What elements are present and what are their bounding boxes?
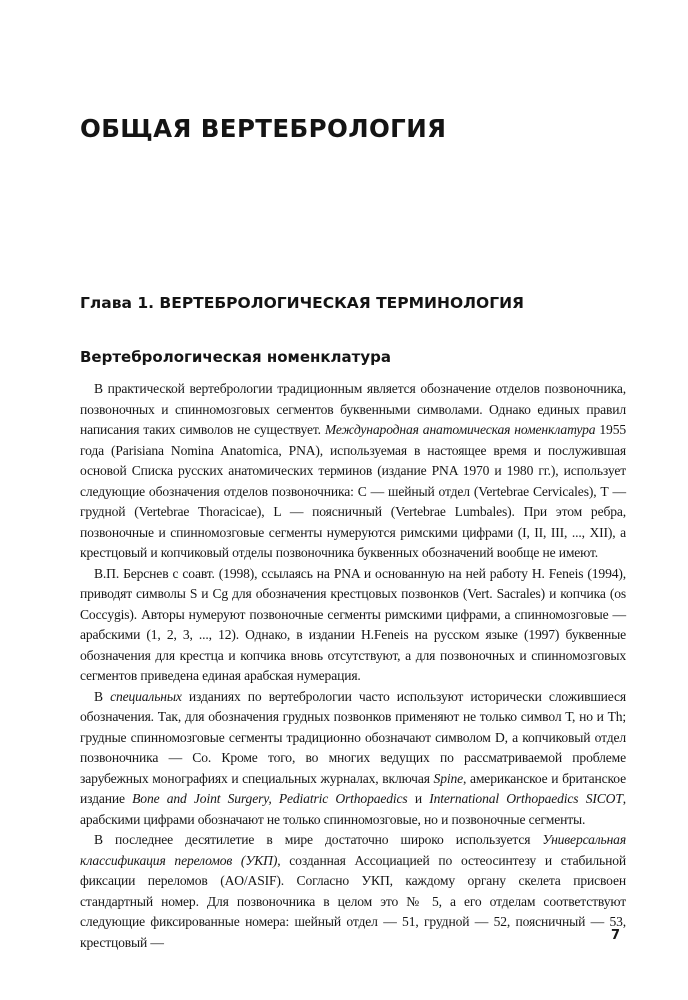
paragraph <box>80 379 626 564</box>
text-run: В практической вертебрологии традиционным является обозначение отделов позвоночника, позвоночных и спинномозговых сегментов буквенными символами. Однако единых правил написания таких символов не существует. <box>80 381 626 437</box>
italic-text: Bone and Joint Surgery, Pediatric Orthopaedics <box>132 791 408 806</box>
text-run: , созданная Ассоциацией по остеосинтезу и стабильной фиксации переломов (AO/ASIF). Согласно УКП, каждому органу скелета присвоен стандартный номер. Для позвоночника в целом это № 5, а его отделам соответствуют следующие фиксированные номера: шейный отдел — 51, грудной — 52, поясничный — 53, крестцовый — <box>80 852 626 950</box>
text-run: В <box>94 688 111 704</box>
text-run: изданиях по вертебрологии часто используют исторически сложившиеся обозначения. Так, для обозначения грудных позвонков применяют не только символ Т, но и Th; грудные спинномозговые сегменты традиционно обозначают символом D, а копчиковый отдел позвоночника — Со. Кроме того, во многих ведущих по рассматриваемой проблеме зарубежных монографиях и специальных журналах, включая <box>80 688 626 786</box>
italic-text: Spine <box>433 770 463 786</box>
italic-text: специальных <box>110 688 182 704</box>
section-title: Вертебрологическая номенклатура <box>80 348 391 366</box>
chapter-title: Глава 1. ВЕРТЕБРОЛОГИЧЕСКАЯ ТЕРМИНОЛОГИЯ <box>80 294 524 312</box>
paragraph <box>80 564 626 687</box>
paragraph <box>80 687 626 831</box>
italic-text: Международная анатомическая номенклатура <box>324 422 596 437</box>
paragraph <box>80 830 626 953</box>
italic-text: International Orthopaedics SICOT <box>429 791 623 806</box>
text-run: В.П. Берснев с соавт. (1998), ссылаясь на PNA и основанную на ней работу Н. Feneis (1994), приводят символы S и Cg для обозначения крестцовых позвонков (Vert. Sacrales) и копчика (os Coccygis). Авторы нумеруют позвоночные сегменты римскими цифрами, а спинномозговые — арабскими (1, 2, 3, ..., 12). Однако, в издании H.Feneis на русском языке (1997) буквенные обозначения для крестца и копчика вновь отсутствуют, а для позвоночных и спинномозговых сегментов приведена единая арабская нумерация. <box>80 565 626 683</box>
text-run: В последнее десятилетие в мире достаточно широко используется <box>94 832 543 847</box>
text-run: 1955 года (Parisiana Nomina Anatomica, PNA), используемая в настоящее время и послужившая основой Списка русских анатомических терминов (издание PNA 1970 и 1980 гг.), использует следующие обозначения отделов позвоночника: С — шейный отдел (Vertebrae Cervicales), Т — грудной (Vertebrae Thoracicae), L — поясничный (Vertebrae Lumbales). При этом ребра, позвоночные и спинномозговые сегменты нумеруются римскими цифрами (I, II, III, ..., XII), а крестцовый и копчиковый отделы позвоночника буквенных обозначений вообще не имеют. <box>80 422 626 560</box>
text-run: и <box>407 791 430 806</box>
part-title: ОБЩАЯ ВЕРТЕБРОЛОГИЯ <box>80 114 447 143</box>
body-text <box>80 379 626 953</box>
italic-text: Универсальная классификация переломов (УКП) <box>80 832 626 868</box>
text-run: , арабскими цифрами обозначают не только спинномозговые, но и позвоночные сегменты. <box>80 791 626 827</box>
text-run: , американское и британское издание <box>80 770 626 806</box>
page-number: 7 <box>611 928 621 943</box>
